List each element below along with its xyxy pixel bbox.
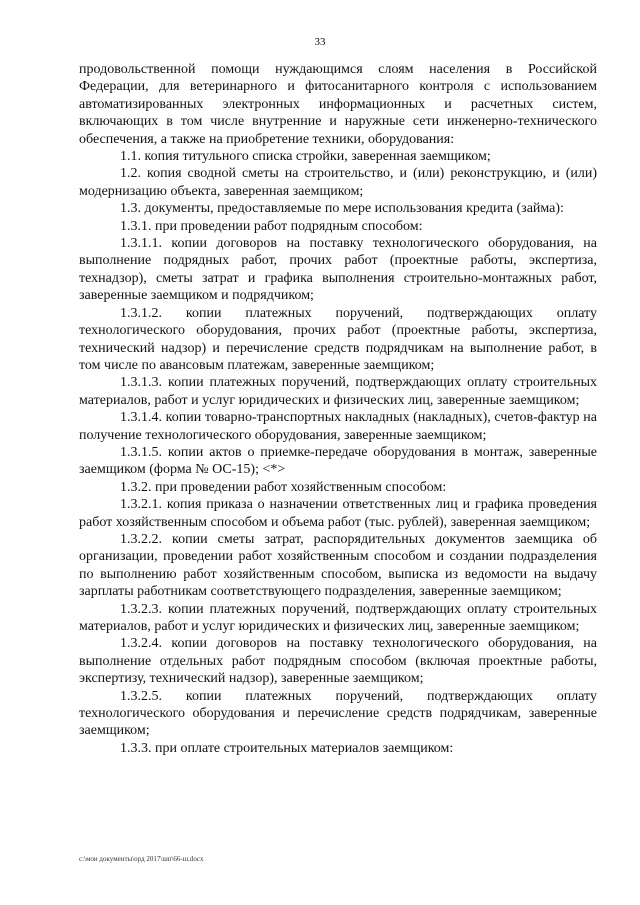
paragraph: 1.3. документы, предоставляемые по мере использования кредита (займа): (120, 201, 564, 217)
paragraph: 1.2. копия сводной сметы на строительство, и (или) реконструкцию, и (или) модернизацию объекта, заверенная заемщиком; (79, 166, 597, 199)
paragraph: 1.3.2.5. копии платежных поручений, подтверждающих оплату технологического оборудования и перечисление средств подрядчикам, заверенные заемщиком; (79, 688, 597, 739)
paragraph: 1.3.2.4. копии договоров на поставку технологического оборудования, на выполнение отдельных работ подрядным способом (включая проектные работы, экспертизу, технический надзор), заверенные заемщиком; (79, 636, 597, 687)
paragraph: 1.3.2.3. копии платежных поручений, подтверждающих оплату строительных материалов, работ и услуг юридических и физических лиц, заверенные заемщиком; (79, 601, 597, 634)
paragraph: 1.3.2. при проведении работ хозяйственным способом: (120, 479, 447, 495)
paragraph: 1.3.1.4. копии товарно-транспортных накладных (накладных), счетов-фактур на получение технологического оборудования, заверенные заемщиком; (79, 410, 597, 443)
page-number: 33 (314, 36, 326, 48)
paragraph: 1.3.1.2. копии платежных поручений, подтверждающих оплату технологического оборудования, прочих работ (проектные работы, экспертиза, технический надзор) и перечисление средств подрядчикам на выполнение работ, в том числе по авансовым платежам, заверенные заемщиком; (79, 305, 597, 373)
paragraph: 1.3.3. при оплате строительных материалов заемщиком: (120, 740, 454, 756)
paragraph: 1.3.2.2. копии сметы затрат, распорядительных документов заемщика об организации, проведении работ хозяйственным способом и создании подразделения по выполнению работ хозяйственным способом, выписка из ведомости на выдачу зарплаты работникам соответствующего подразделения, заверенные заемщиком; (79, 531, 597, 600)
paragraph: 1.3.1.5. копии актов о приемке-передаче оборудования в монтаж, заверенные заемщиком (форма № ОС-15); <*> (79, 444, 597, 478)
paragraph: продовольственной помощи нуждающимся слоям населения в Российской Федерации, для ветеринарного и фитосанитарного контроля с использованием автоматизированных электронных информационных и расчетных систем, включающих в том числе внутренние и наружные сети инженерно-технического обеспечения, а также на приобретение техники, оборудования: (79, 62, 597, 147)
paragraph: 1.3.2.1. копия приказа о назначении ответственных лиц и графика проведения работ хозяйственным способом и объема работ (тыс. рублей), заверенная заемщиком; (79, 497, 597, 530)
paragraph: 1.1. копия титульного списка стройки, заверенная заемщиком; (120, 149, 491, 165)
paragraph: 1.3.1.3. копии платежных поручений, подтверждающих оплату строительных материалов, работ и услуг юридических и физических лиц, заверенные заемщиком; (79, 375, 597, 408)
paragraph: 1.3.1.1. копии договоров на поставку технологического оборудования, на выполнение подрядных работ, прочих работ (проектные работы, экспертиза, технадзор), сметы затрат и графика выполнения строительно-монтажных работ, заверенные заемщиком и подрядчиком; (79, 236, 597, 304)
paragraph: 1.3.1. при проведении работ подрядным способом: (120, 218, 423, 234)
footer-file-path: c:\мои документы\орд 2017\шп\66-ш.docx (79, 855, 204, 863)
document-body (79, 61, 597, 757)
